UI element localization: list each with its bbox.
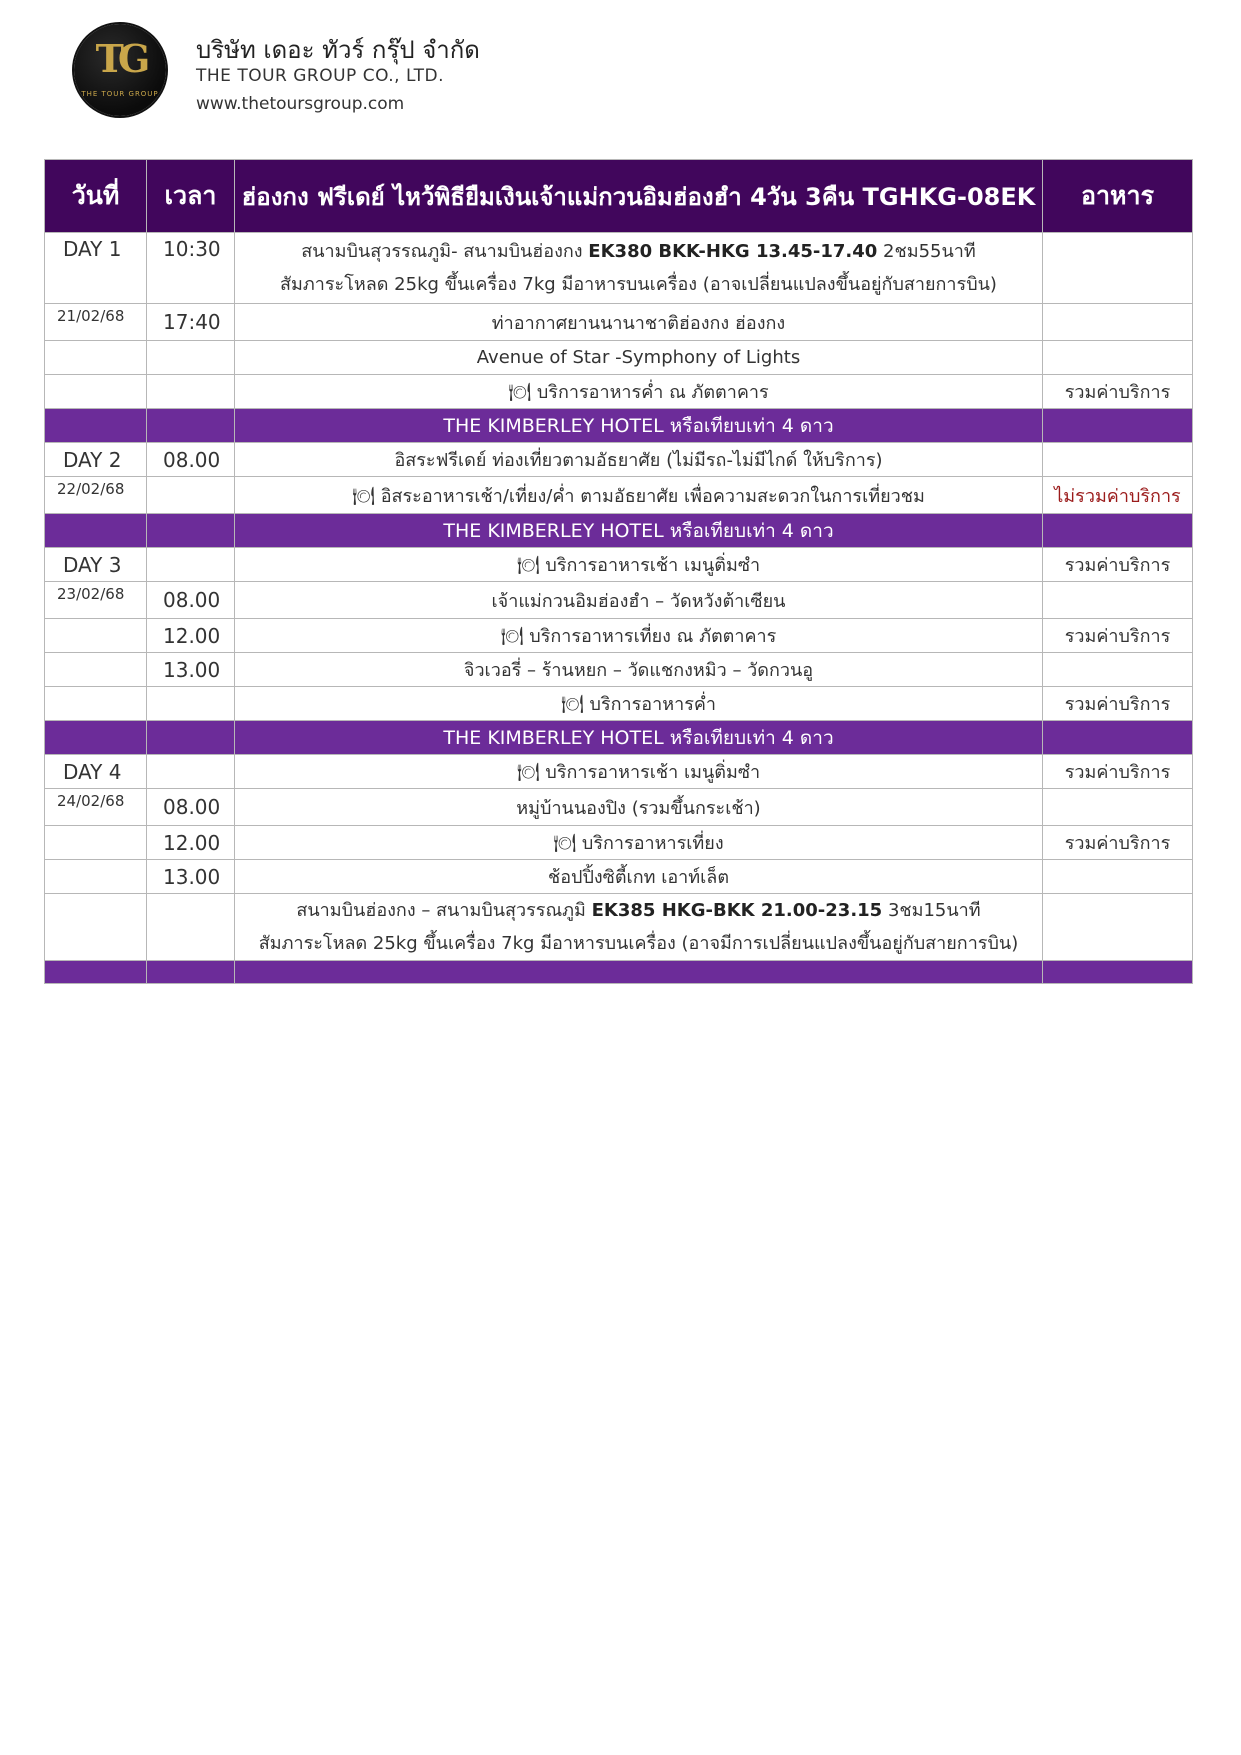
table-row [45,582,1193,619]
header-day: วันที่ [45,160,147,233]
date-label: 22/02/68 [45,477,147,514]
table-row [45,341,1193,375]
table-footer-bar [45,961,1193,984]
empty-cell [147,477,235,514]
meal-cell [1043,233,1193,304]
hotel-name: THE KIMBERLEY HOTEL หรือเทียบเท่า 4 ดาว [235,409,1043,443]
company-name-english: THE TOUR GROUP CO., LTD. [196,66,444,86]
date-label: 23/02/68 [45,582,147,619]
logo-small-text: THE TOUR GROUP [81,90,159,98]
meal-cell [1043,860,1193,894]
company-name-thai: บริษัท เดอะ ทัวร์ กรุ๊ป จำกัด [196,36,480,64]
table-row [45,477,1193,514]
hotel-bar-cell [1043,514,1193,548]
program-cell: จิวเวอรี่ – ร้านหยก – วัดแชกงหมิว – วัดกวนอู [235,653,1043,687]
empty-cell [45,619,147,653]
meal-cell [1043,894,1193,961]
time-cell: 12.00 [147,619,235,653]
empty-cell [45,860,147,894]
empty-cell [45,653,147,687]
hotel-row [45,409,1193,443]
meal-cell [1043,653,1193,687]
baggage-note: สัมภาระโหลด 25kg ขึ้นเครื่อง 7kg มีอาหารบนเครื่อง (อาจมีการเปลี่ยนแปลงขึ้นอยู่กับสายการบิน) [258,933,1019,954]
footer-bar-cell [45,961,147,984]
hotel-bar-cell [45,721,147,755]
empty-cell [45,687,147,721]
table-row [45,755,1193,789]
empty-cell [147,755,235,789]
meal-cell [1043,443,1193,477]
meal-cell: รวมค่าบริการ [1043,619,1193,653]
itinerary-table [44,159,1193,984]
program-cell: 🍽 บริการอาหารเที่ยง [235,826,1043,860]
program-cell: 🍽 บริการอาหารเที่ยง ณ ภัตตาคาร [235,619,1043,653]
program-cell: 🍽 บริการอาหารค่ำ [235,687,1043,721]
program-cell: เจ้าแม่กวนอิมฮ่องฮำ – วัดหวังต้าเซียน [235,582,1043,619]
time-cell: 13.00 [147,653,235,687]
empty-cell [147,375,235,409]
meal-cell: รวมค่าบริการ [1043,826,1193,860]
empty-cell [147,687,235,721]
program-cell: อิสระฟรีเดย์ ท่องเที่ยวตามอัธยาศัย (ไม่มีรถ-ไม่มีไกด์ ให้บริการ) [235,443,1043,477]
table-row [45,304,1193,341]
flight-number: EK380 BKK-HKG 13.45-17.40 [588,241,878,262]
logo-monogram: TG [95,36,145,81]
company-website[interactable]: www.thetoursgroup.com [196,94,405,114]
program-cell: ช้อปปิ้งซิตี้เกท เอาท์เล็ต [235,860,1043,894]
program-cell: 🍽 บริการอาหารเช้า เมนูติ่มซำ [235,755,1043,789]
program-cell: Avenue of Star -Symphony of Lights [235,341,1043,375]
program-cell: 🍽 อิสระอาหารเช้า/เที่ยง/ค่ำ ตามอัธยาศัย เพื่อความสะดวกในการเที่ยวชม [235,477,1043,514]
baggage-note: สัมภาระโหลด 25kg ขึ้นเครื่อง 7kg มีอาหารบนเครื่อง (อาจเปลี่ยนแปลงขึ้นอยู่กับสายการบิน) [280,274,997,295]
meal-cell: รวมค่าบริการ [1043,687,1193,721]
hotel-row [45,721,1193,755]
flight-number: EK385 HKG-BKK 21.00-23.15 [591,900,883,921]
meal-cell: รวมค่าบริการ [1043,375,1193,409]
flight-duration: 2ชม55นาที [877,241,976,262]
table-row [45,443,1193,477]
program-cell: 🍽 บริการอาหารค่ำ ณ ภัตตาคาร [235,375,1043,409]
empty-cell [147,548,235,582]
meal-cell: รวมค่าบริการ [1043,755,1193,789]
meal-cell: รวมค่าบริการ [1043,548,1193,582]
table-row [45,860,1193,894]
company-logo [74,24,166,116]
program-cell: 🍽 บริการอาหารเช้า เมนูติ่มซำ [235,548,1043,582]
meal-cell [1043,341,1193,375]
day-label: DAY 3 [45,548,147,582]
header-meal: อาหาร [1043,160,1193,233]
empty-cell [45,826,147,860]
table-header-row [45,160,1193,233]
flight-route: สนามบินสุวรรณภูมิ- สนามบินฮ่องกง [301,241,589,262]
empty-cell [45,341,147,375]
footer-bar-cell [235,961,1043,984]
table-row [45,619,1193,653]
day-label: DAY 4 [45,755,147,789]
hotel-row [45,514,1193,548]
header-time: เวลา [147,160,235,233]
day-label: DAY 1 [45,233,147,304]
table-row [45,653,1193,687]
hotel-bar-cell [1043,409,1193,443]
empty-cell [45,894,147,961]
flight-line [239,894,1038,927]
time-cell: 17:40 [147,304,235,341]
hotel-name: THE KIMBERLEY HOTEL หรือเทียบเท่า 4 ดาว [235,514,1043,548]
table-row [45,233,1193,304]
program-cell [235,233,1043,304]
program-cell: หมู่บ้านนองปิง (รวมขึ้นกระเช้า) [235,789,1043,826]
time-cell: 10:30 [147,233,235,304]
hotel-bar-cell [1043,721,1193,755]
hotel-bar-cell [45,514,147,548]
time-cell: 08.00 [147,789,235,826]
flight-route: สนามบินฮ่องกง – สนามบินสุวรรณภูมิ [296,900,592,921]
empty-cell [147,894,235,961]
hotel-bar-cell [147,721,235,755]
date-label: 24/02/68 [45,789,147,826]
date-label: 21/02/68 [45,304,147,341]
flight-line [239,235,1038,268]
meal-cell [1043,789,1193,826]
time-cell: 12.00 [147,826,235,860]
table-row [45,826,1193,860]
table-row [45,375,1193,409]
time-cell: 13.00 [147,860,235,894]
meal-cell-excluded: ไม่รวมค่าบริการ [1043,477,1193,514]
hotel-bar-cell [147,514,235,548]
header-program-title: ฮ่องกง ฟรีเดย์ ไหว้พิธียืมเงินเจ้าแม่กวนอิมฮ่องฮำ 4วัน 3คืน TGHKG-08EK [235,160,1043,233]
table-row [45,687,1193,721]
table-row [45,789,1193,826]
flight-duration: 3ชม15นาที [882,900,981,921]
hotel-bar-cell [45,409,147,443]
program-cell [235,894,1043,961]
hotel-name: THE KIMBERLEY HOTEL หรือเทียบเท่า 4 ดาว [235,721,1043,755]
meal-cell [1043,304,1193,341]
day-label: DAY 2 [45,443,147,477]
program-cell: ท่าอากาศยานนานาชาติฮ่องกง ฮ่องกง [235,304,1043,341]
time-cell: 08.00 [147,582,235,619]
footer-bar-cell [1043,961,1193,984]
table-row [45,894,1193,961]
empty-cell [45,375,147,409]
time-cell: 08.00 [147,443,235,477]
empty-cell [147,341,235,375]
hotel-bar-cell [147,409,235,443]
company-header [74,22,774,122]
table-row [45,548,1193,582]
meal-cell [1043,582,1193,619]
footer-bar-cell [147,961,235,984]
